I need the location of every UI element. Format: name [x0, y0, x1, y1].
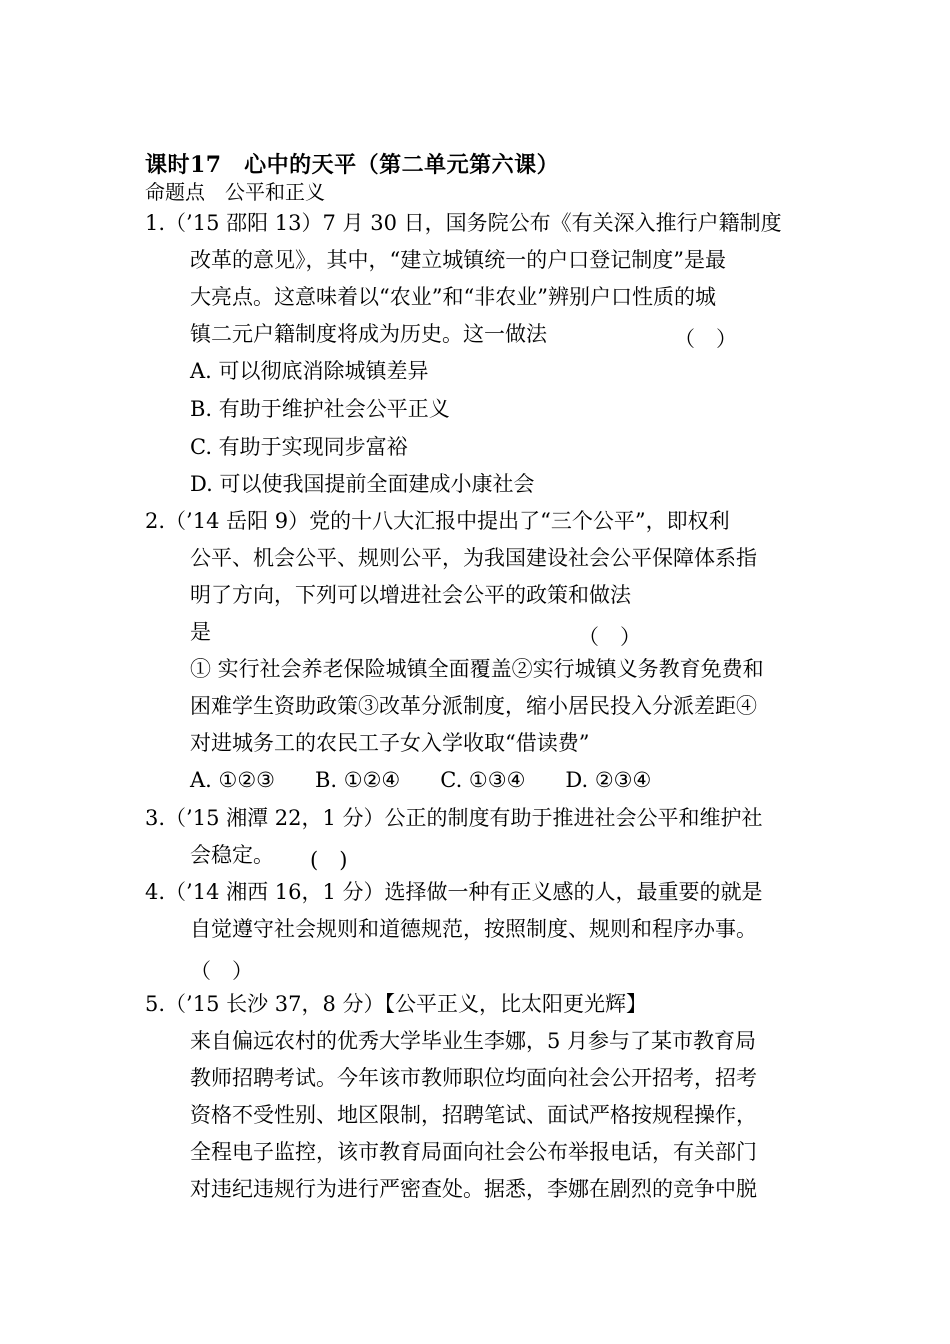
answer-bracket-4: （ ）	[190, 959, 253, 983]
answer-bracket-3: ( )	[310, 848, 348, 872]
answer-bracket-2: （ ）	[578, 625, 641, 649]
question-2-option-d: D. ②③④	[565, 768, 652, 792]
question-1-option-a: A. 可以彻底消除城镇差异	[190, 359, 429, 383]
question-2-line-1: 2.（’14 岳阳 9）党的十八大汇报中提出了“三个公平”，即权利	[145, 509, 730, 533]
page-subtitle: 命题点 公平和正义	[145, 180, 325, 204]
question-5-line-4: 资格不受性别、地区限制，招聘笔试、面试严格按规程操作，	[190, 1103, 757, 1127]
question-2-statement-1: ① 实行社会养老保险城镇全面覆盖②实行城镇义务教育免费和	[190, 657, 764, 681]
question-5-line-6: 对违纪违规行为进行严密查处。据悉，李娜在剧烈的竞争中脱	[190, 1177, 757, 1201]
question-5-line-1: 5.（’15 长沙 37，8 分）【公平正义，比太阳更光辉】	[145, 992, 648, 1016]
question-1-line-4: 镇二元户籍制度将成为历史。这一做法	[190, 322, 547, 346]
question-4-line-2: 自觉遵守社会规则和道德规范，按照制度、规则和程序办事。	[190, 917, 757, 941]
question-1-option-c: C. 有助于实现同步富裕	[190, 435, 408, 459]
question-3-line-2: 会稳定。	[190, 843, 274, 867]
question-1-line-2: 改革的意见》，其中，“建立城镇统一的户口登记制度”是最	[190, 248, 726, 272]
question-1-option-b: B. 有助于维护社会公平正义	[190, 397, 450, 421]
question-5-line-3: 教师招聘考试。今年该市教师职位均面向社会公开招考，招考	[190, 1066, 757, 1090]
question-2-line-3: 明了方向，下列可以增进社会公平的政策和做法	[190, 583, 631, 607]
answer-bracket-1: （ ）	[674, 327, 737, 351]
question-2-line-2: 公平、机会公平、规则公平，为我国建设社会公平保障体系指	[190, 546, 757, 570]
question-4-line-1: 4.（’14 湘西 16，1 分）选择做一种有正义感的人，最重要的就是	[145, 880, 763, 904]
question-5-line-2: 来自偏远农村的优秀大学毕业生李娜，5 月参与了某市教育局	[190, 1029, 757, 1053]
question-2-line-4: 是	[190, 620, 211, 644]
question-2-options	[190, 765, 651, 795]
question-3-line-1: 3.（’15 湘潭 22，1 分）公正的制度有助于推进社会公平和维护社	[145, 806, 763, 830]
question-2-option-c: C. ①③④	[440, 768, 526, 792]
page-title: 课时17 心中的天平（第二单元第六课）	[145, 152, 560, 178]
question-2-option-b: B. ①②④	[315, 768, 401, 792]
question-1-option-d: D. 可以使我国提前全面建成小康社会	[190, 472, 535, 496]
question-5-line-5: 全程电子监控，该市教育局面向社会公布举报电话，有关部门	[190, 1140, 757, 1164]
question-1-line-1: 1.（’15 邵阳 13）7 月 30 日，国务院公布《有关深入推行户籍制度	[145, 211, 782, 235]
question-2-statement-2: 困难学生资助政策③改革分派制度，缩小居民投入分派差距④	[190, 694, 757, 718]
question-2-option-a: A. ①②③	[190, 768, 275, 792]
question-1-line-3: 大亮点。这意味着以“农业”和“非农业”辨别户口性质的城	[190, 285, 716, 309]
question-2-statement-3: 对进城务工的农民工子女入学收取“借读费”	[190, 731, 590, 755]
